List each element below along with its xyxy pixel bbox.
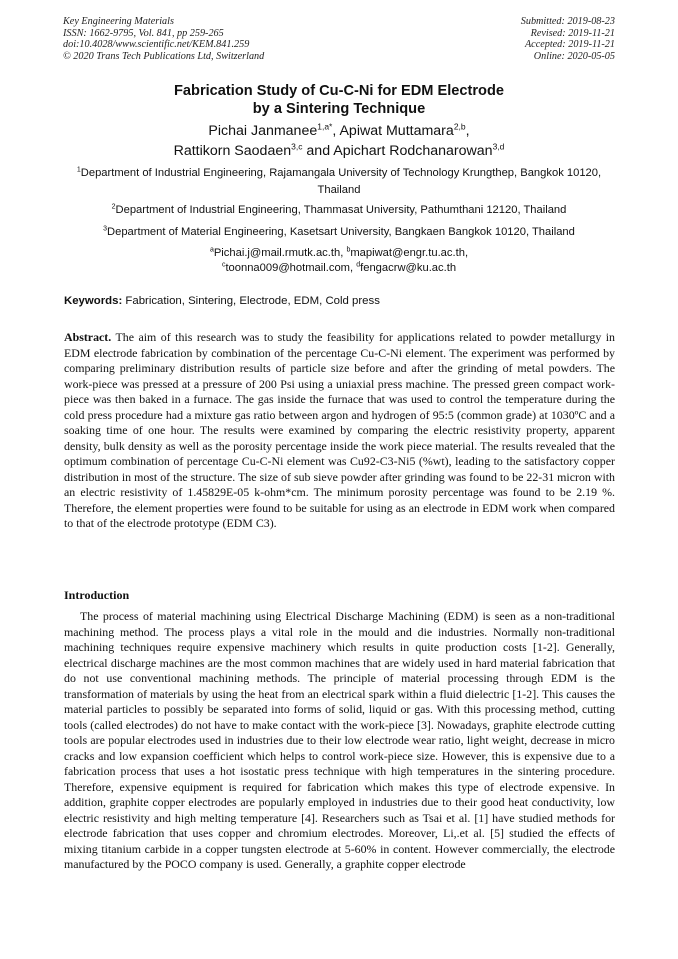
affiliation-text: Department of Material Engineering, Kasetsart University, Bangkaen Bangkok 10120, Thailand xyxy=(107,226,575,238)
affiliation-number: 2 xyxy=(111,203,116,211)
author-name: Pichai Janmanee xyxy=(208,123,318,139)
author-superscript: 3,d xyxy=(492,140,505,151)
keywords-section xyxy=(64,293,616,309)
author-list xyxy=(60,122,618,161)
abstract-text: The aim of this research was to study the feasibility for applications related to powder metallurgy in EDM electrode fabrication by combination of the percentage Cu-C-Ni element. The experiment was performed by comparing preliminary distribution results of particle size before and after the grinding of metal powders. The work-piece was pressed at a pressure of 200 Psi using a uniaxial press machine. The pressed green compact work-piece was then baked in a furnace. The gas inside the furnace that was used to control the temperature during the cold press procedure had a mixture gas ratio between argon and hydrogen of 95:5 (common grade) at 1030ºC and a soaking time of one hour. The results were examined by comparing the electric resistivity property, apparent density, bulk density as well as the porosity percentage inside the work piece material. The results revealed that the optimum combination of percentage Cu-C-Ni element was Cu92-C3-Ni5 (%wt), leading to the satisfactory copper distribution in most of the structure. The size of sub sieve powder after grinding was found to be 22-31 micron with an electric resistivity of 1.45829E-05 k-ohm*cm. The minimum porosity percentage was found to be 2.19 %. Therefore, the element properties were found to be suitable for using as an electrode in EDM work when compared to that of the electrode prototype (EDM C3). xyxy=(64,330,615,530)
email-address[interactable]: toonna009@hotmail.com xyxy=(225,262,350,274)
paper-title xyxy=(60,82,618,118)
author-name: Apichart Rodchanarowan xyxy=(333,142,493,159)
abstract-label: Abstract. xyxy=(64,330,112,344)
date-accepted: Accepted: 2019-11-21 xyxy=(524,39,615,51)
introduction-paragraph: The process of material machining using Electrical Discharge Machining (EDM) is seen as a non-traditional machining method. The process plays a vital role in the mould and die industries. Normally non-traditional machining techniques require expensive machinery which results in quite production costs [1-2]. Generally, electrical discharge machines are the most common machines that are widely used in hard material fabrication that do not use conventional machining methods. The principle of material processing through EDM is the transformation of materials by using the heat from an electrical spark within a fluid dielectric [1-2]. This causes the material particles to possibly be separated into forms of solid, liquid or gas. With this processing method, cutting tools (called electrodes) do not have to make contact with the work-piece [3]. Nowadays, graphite electrode cutting tools are popular electrodes used in industries due to their low electrode wear ratio, light weight, decrease in micro cracks and low expansion coefficient which helps to control work-piece size. However, this is expensive due to a fabrication process that uses a hot isostatic press technique with high temperatures in the sintering procedure. Therefore, expensive equipment is required for fabrication which makes this type of electrode expensive. In addition, graphite copper electrodes are popularly employed in industries due to their good heat conductivity, low electric resistivity and high melting temperature [4]. Researchers such as Tsai et al. [1] have studied methods for electrode fabrication that uses copper and chromium electrodes. Moreover, Li,.et al. [5] studied the effects of mixing titanium carbide in a copper tungsten electrode at 5-60% in content. However commercially, the electrode manufactured by the POCO company is used. Generally, a graphite copper electrode xyxy=(64,609,615,871)
email-address[interactable]: Pichai.j@mail.rmutk.ac.th xyxy=(213,247,341,259)
author-superscript: 1,a* xyxy=(317,121,333,132)
email-marker: d xyxy=(356,261,361,269)
affiliation-text: Department of Industrial Engineering, Thammasat University, Pathumthani 12120, Thailand xyxy=(115,204,567,216)
dates-header xyxy=(521,16,615,62)
email-marker: a xyxy=(209,246,214,254)
journal-copyright: © 2020 Trans Tech Publications Ltd, Switzerland xyxy=(63,50,265,62)
abstract-section xyxy=(64,330,615,532)
date-revised: Revised: 2019-11-21 xyxy=(530,27,615,39)
affiliation-2 xyxy=(60,202,618,219)
author-name: Rattikorn Saodaen xyxy=(173,142,292,159)
journal-issn: ISSN: 1662-9795, Vol. 841, pp 259-265 xyxy=(63,27,224,39)
journal-header xyxy=(63,16,264,62)
keywords-label: Keywords: xyxy=(64,295,123,307)
title-line-2: by a Sintering Technique xyxy=(252,101,426,117)
date-submitted: Submitted: 2019-08-23 xyxy=(520,16,615,27)
date-online: Online: 2020-05-05 xyxy=(533,50,615,62)
email-separator: , xyxy=(340,247,347,259)
affiliation-1 xyxy=(60,165,618,198)
journal-name: Key Engineering Materials xyxy=(63,16,174,27)
author-superscript: 3,c xyxy=(291,140,303,151)
author-separator: , xyxy=(465,123,470,139)
author-superscript: 2,b xyxy=(453,121,466,132)
affiliation-text: Department of Industrial Engineering, Rajamangala University of Technology Krungthep, Bangkok 10120, Thailand xyxy=(80,167,602,196)
email-marker: b xyxy=(346,246,351,254)
affiliation-number: 3 xyxy=(103,225,108,233)
email-separator: , xyxy=(350,262,357,274)
keywords-text: Fabrication, Sintering, Electrode, EDM, Cold press xyxy=(122,295,380,307)
introduction-heading: Introduction xyxy=(64,588,130,602)
email-address[interactable]: mapiwat@engr.tu.ac.th xyxy=(350,247,465,259)
journal-doi: doi:10.4028/www.scientific.net/KEM.841.259 xyxy=(63,39,250,51)
email-separator: , xyxy=(464,247,469,259)
author-name: Apiwat Muttamara xyxy=(339,123,454,139)
affiliation-number: 1 xyxy=(76,166,81,174)
email-marker: c xyxy=(221,261,226,269)
author-separator: and xyxy=(302,142,334,159)
email-address[interactable]: fengacrw@ku.ac.th xyxy=(360,262,457,274)
title-line-1: Fabrication Study of Cu-C-Ni for EDM Electrode xyxy=(174,83,504,99)
author-emails xyxy=(60,246,618,276)
author-separator: , xyxy=(332,123,340,139)
affiliation-3 xyxy=(60,224,618,241)
